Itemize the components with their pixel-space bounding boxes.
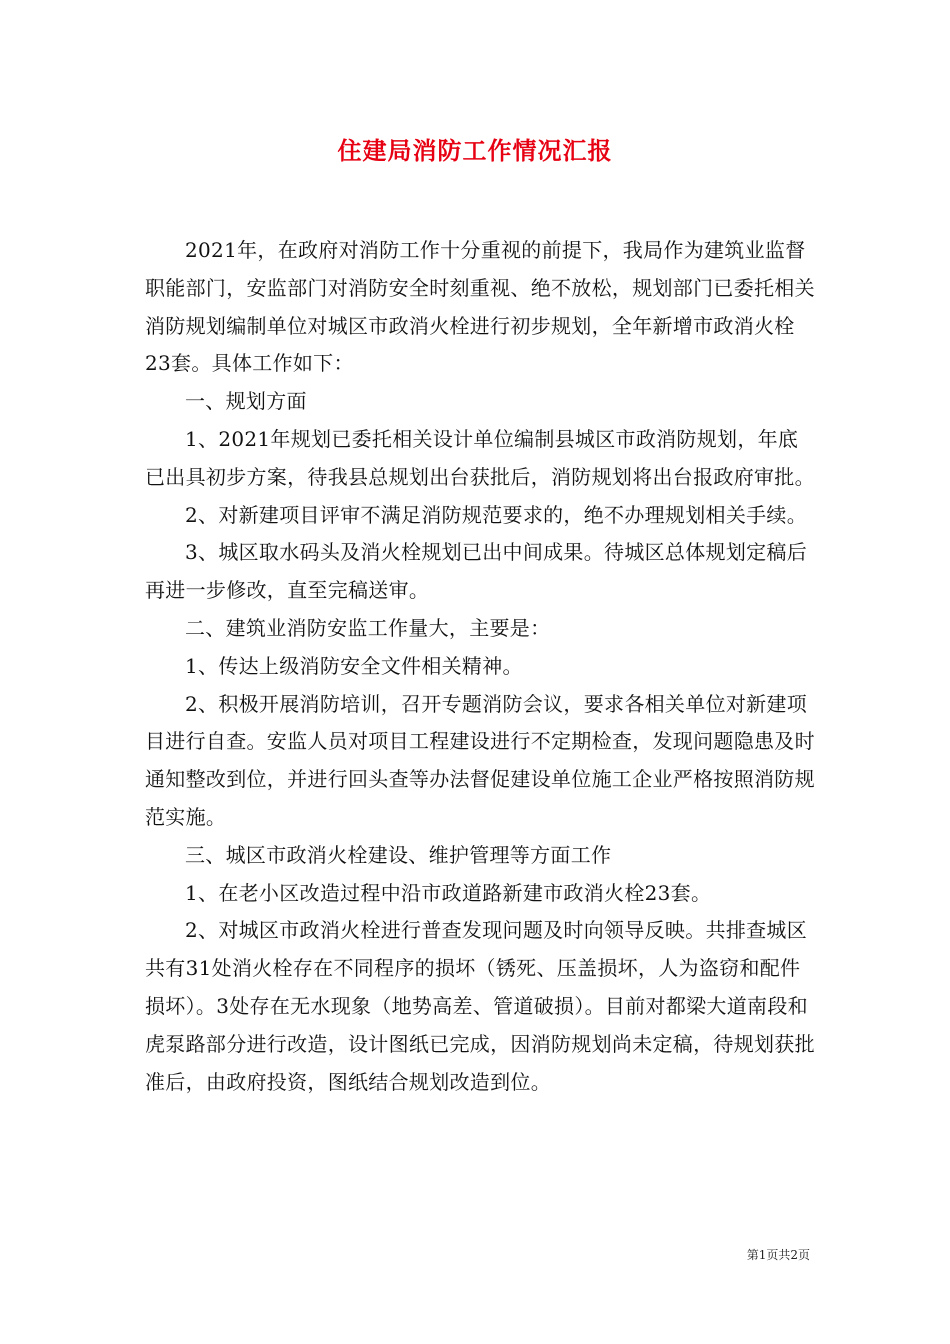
paragraph-hydrant-2: 2、对城区市政消火栓进行普查发现问题及时向领导反映。共排查城区共有31处消火栓存在不同程序的损坏（锈死、压盖损坏，人为盗窃和配件损坏）。3处存在无水现象（地势高差、管道破损）。目前对都梁大道南段和虎泵路部分进行改造，设计图纸已完成，因消防规划尚未定稿，待规划获批准后，由政府投资，图纸结合规划改造到位。	[145, 918, 815, 1094]
section-heading-hydrant: 三、城区市政消火栓建设、维护管理等方面工作	[185, 842, 612, 867]
paragraph-hydrant-1: 1、在老小区改造过程中沿市政道路新建市政消火栓23套。	[185, 880, 712, 905]
paragraph-planning-3: 3、城区取水码头及消火栓规划已出中间成果。待城区总体规划定稿后再进一步修改，直至完稿送审。	[145, 540, 808, 603]
section-heading-safety: 二、建筑业消防安监工作量大，主要是：	[185, 615, 551, 640]
page-title: 住建局消防工作情况汇报	[337, 136, 613, 165]
page-number: 第1页共2页	[746, 1248, 810, 1262]
paragraph-safety-2: 2、积极开展消防培训，召开专题消防会议，要求各相关单位对新建项目进行自查。安监人员对项目工程建设进行不定期检查，发现问题隐患及时通知整改到位，并进行回头查等办法督促建设单位施工企业严格按照消防规范实施。	[145, 691, 815, 829]
paragraph-planning-1: 1、2021年规划已委托相关设计单位编制县城区市政消防规划，年底已出具初步方案，待我县总规划出台获批后，消防规划将出台报政府审批。	[145, 426, 815, 489]
paragraph-planning-2: 2、对新建项目评审不满足消防规范要求的，绝不办理规划相关手续。	[185, 502, 808, 527]
section-heading-planning: 一、规划方面	[185, 389, 307, 414]
paragraph-safety-1: 1、传达上级消防安全文件相关精神。	[185, 653, 523, 678]
paragraph-intro: 2021年，在政府对消防工作十分重视的前提下，我局作为建筑业监督职能部门，安监部门对消防安全时刻重视、绝不放松，规划部门已委托相关消防规划编制单位对城区市政消火栓进行初步规划，全年新增市政消火栓23套。具体工作如下：	[145, 238, 815, 376]
document-body	[145, 232, 815, 1101]
